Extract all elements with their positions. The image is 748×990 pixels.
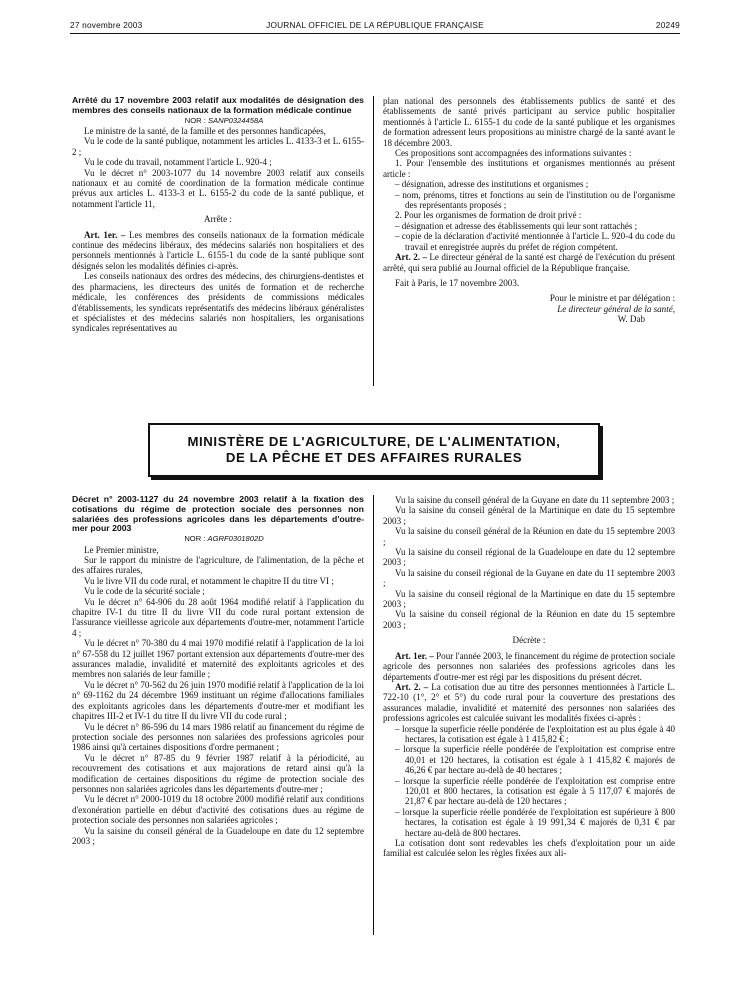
arrete-left-column bbox=[72, 96, 364, 334]
arrete-list-sub: – nom, prénoms, titres et fonctions au sein de l'institution ou de l'organisme des représentants proposés ; bbox=[395, 189, 675, 211]
arrete-title: Arrêté du 17 novembre 2003 relatif aux modalités de désignation des membres des conseils nationaux de la formation médicale continue bbox=[72, 95, 364, 115]
header-rule bbox=[70, 33, 680, 34]
decret-para: Vu le décret n° 87-85 du 9 février 1987 relatif à la périodicité, au recouvrement des cotisations et aux majorations de retard ainsi qu'à la modification de certaines dispositions du régime de protection sociale des personnes non salariées agricoles dans les départements d'outre-mer ; bbox=[72, 752, 364, 794]
decret-para: Vu le décret n° 86-596 du 14 mars 1986 relatif au financement du régime de protection sociale des personnes non salariées des professions agricoles pour 1986 ainsi qu'à certaines dispositions d'ordre permanent ; bbox=[72, 721, 364, 753]
decret-para: Vu la saisine du conseil régional de la Martinique en date du 15 septembre 2003 ; bbox=[383, 588, 675, 610]
header-journal-title: JOURNAL OFFICIEL DE LA RÉPUBLIQUE FRANÇAISE bbox=[266, 20, 484, 30]
decret-para: Vu le code de la sécurité sociale ; bbox=[84, 586, 205, 597]
arrete-list-sub: – désignation et adresse des établissements qui leur sont rattachés ; bbox=[395, 220, 638, 231]
decret-right-column bbox=[383, 495, 675, 859]
decret-para: Sur le rapport du ministre de l'agriculture, de l'alimentation, de la pêche et des affaires rurales, bbox=[72, 555, 364, 576]
decret-bullet: – lorsque la superficie réelle pondérée de l'exploitation est supérieure à 800 hectares, la cotisation est égale à 19 991,34 € majorés de 0,31 € par hectare au-delà de 800 hectares. bbox=[395, 806, 675, 838]
decret-para: Vu la saisine du conseil général de la Martinique en date du 15 septembre 2003 ; bbox=[383, 505, 675, 526]
arrete-article-2: Art. 2. – Le directeur général de la santé est chargé de l'exécution du présent arrêté, qui sera publié au Journal officiel de la République française. bbox=[383, 252, 676, 273]
decret-left-column bbox=[72, 495, 364, 846]
column-divider bbox=[373, 96, 374, 386]
decret-title: Décret n° 2003-1127 du 24 novembre 2003 relatif à la fixation des cotisations du régime de protection sociale des personnes non salariées des professions agricoles dans les départements d'outre-mer pour 2003 bbox=[72, 494, 364, 534]
signature-line-1: Pour le ministre et par délégation : bbox=[549, 293, 675, 304]
arrete-nor: NOR : SANP0324458A bbox=[184, 115, 264, 125]
signature-line-2: Le directeur général de la santé, bbox=[557, 303, 675, 314]
arrete-article-1-para: Les conseils nationaux des ordres des médecins, des chirurgiens-dentistes et des pharmaciens, les directeurs des unités de formation et de recherche médicale, les conférences des présidents de commissions médicales d'établissements, les syndicats représentatifs des médecins libéraux généralistes et spécialistes et des médecins salariés non hospitaliers, les organisations syndicales représentatives au bbox=[72, 271, 364, 334]
decret-para: Le Premier ministre, bbox=[84, 544, 159, 555]
decret-para: Vu la saisine du conseil général de la Guyane en date du 11 septembre 2003 ; bbox=[395, 495, 675, 505]
decret-para: Vu la saisine du conseil régional de la Guadeloupe en date du 12 septembre 2003 ; bbox=[383, 547, 675, 568]
header-page-number: 20249 bbox=[655, 20, 680, 30]
ministry-line-2: DE LA PÊCHE ET DES AFFAIRES RURALES bbox=[225, 450, 523, 465]
signature-name: W. Dab bbox=[617, 314, 645, 325]
header-date: 27 novembre 2003 bbox=[70, 20, 143, 30]
column-divider bbox=[373, 495, 374, 935]
arrete-para: Ces propositions sont accompagnées des informations suivantes : bbox=[395, 148, 632, 159]
decret-para: Vu le décret n° 70-380 du 4 mai 1970 modifié relatif à l'application de la loi n° 67-558 du 12 juillet 1967 portant extension aux départements d'outre-mer des assurances maladie, invalidité et maternité des exploitants agricoles et des membres non salariés de leur famille ; bbox=[72, 638, 364, 680]
arrete-para: Vu le code du travail, notamment l'article L. 920-4 ; bbox=[84, 157, 272, 168]
arrete-right-column bbox=[383, 96, 675, 325]
arrete-para: Vu le code de la santé publique, notamment les articles L. 4133-3 et L. 6155-2 ; bbox=[72, 136, 364, 157]
arrete-list-item: 2. Pour les organismes de formation de droit privé : bbox=[395, 210, 582, 221]
decret-para: Vu la saisine du conseil régional de la Guyane en date du 11 septembre 2003 ; bbox=[383, 567, 675, 589]
arrete-list-item: 1. Pour l'ensemble des institutions et organismes mentionnés au présent article : bbox=[383, 158, 675, 179]
decrete-word: Décrète : bbox=[512, 635, 546, 646]
decret-para: Vu la saisine du conseil général de la Réunion en date du 15 septembre 2003 ; bbox=[383, 526, 675, 547]
decret-para: Vu le décret n° 64-906 du 28 août 1964 modifié relatif à l'application du chapitre IV-1 du titre II du livre VII du code rural portant extension de l'assurance vieillesse agricole aux départements d'outre-mer, notamment l'article 4 ; bbox=[72, 596, 364, 638]
arrete-list-sub: – désignation, adresse des institutions et organismes ; bbox=[395, 179, 589, 190]
decret-article-2: Art. 2. – La cotisation due au titre des personnes mentionnées à l'article L. 722-10 (1°, 2° et 5°) du code rural pour la couverture des prestations des assurances maladie, invalidité et maternité des personnes non salariées des professions agricoles est calculée suivant les modalités fixées ci-après : bbox=[383, 681, 676, 724]
decret-para: La cotisation dont sont redevables les chefs d'exploitation pour un aide familial est calculée selon les règles fixées aux ali- bbox=[383, 838, 675, 859]
decret-bullet: – lorsque la superficie réelle pondérée de l'exploitation est comprise entre 120,01 et 800 hectares, la cotisation est égale à 5 117,07 € majorés de 21,87 € par hectare au-delà de 120 hectares ; bbox=[395, 775, 675, 807]
decret-bullet: – lorsque la superficie réelle pondérée de l'exploitation est comprise entre 40,01 et 120 hectares, la cotisation est égale à 1 415,82 € majorés de 46,26 € par hectare au-delà de 40 hectares ; bbox=[395, 744, 675, 776]
arrete-word: Arrête : bbox=[204, 214, 232, 225]
decret-para: Vu le décret n° 70-562 du 26 juin 1970 modifié relatif à l'application de la loi n° 69-1162 du 24 décembre 1969 instituant un régime d'allocations familiales des exploitants agricoles dans les départements d'outre-mer et modifiant les chapitres III-2 et IV-1 du titre II du livre VII du code rural ; bbox=[72, 679, 364, 722]
decret-bullet: – lorsque la superficie réelle pondérée de l'exploitation est au plus égale à 40 hectares, la cotisation est égale à 1 415,82 € ; bbox=[395, 723, 675, 744]
decret-para: Vu le livre VII du code rural, et notamment le chapitre II du titre VI ; bbox=[84, 575, 334, 586]
ministry-heading-box bbox=[148, 423, 600, 477]
decret-article-1: Art. 1er. – Pour l'année 2003, le financement du régime de protection sociale agricole des personnes non salariées des professions agricoles dans les départements d'outre-mer est régi par les dispositions du présent décret. bbox=[383, 650, 675, 682]
arrete-article-1: Art. 1er. – Les membres des conseils nationaux de la formation médicale continue des médecins libéraux, des médecins salariés non hospitaliers et des personnels mentionnés à l'article L. 6155-1 du code de la santé publique sont désignés selon les modalités définies ci-après. bbox=[72, 229, 364, 271]
arrete-list-sub: – copie de la déclaration d'activité mentionnée à l'article L. 920-4 du code du travail et enregistrée auprès du préfet de région compétent. bbox=[395, 231, 675, 252]
decret-para: Vu la saisine du conseil général de la Guadeloupe en date du 12 septembre 2003 ; bbox=[72, 825, 364, 846]
arrete-para: plan national des personnels des établissements publics de santé et des établissements de santé privés participant au service public hospitalier mentionnés à l'article L. 6155-1 du code de la santé publique et les organismes de formation adressent leurs propositions au ministre chargé de la santé avant le 18 décembre 2003. bbox=[383, 96, 675, 148]
arrete-para: Vu le décret n° 2003-1077 du 14 novembre 2003 relatif aux conseils nationaux et au comité de coordination de la formation médicale continue prévus aux articles L. 4133-3 et L. 6155-2 du code de la santé publique, et notamment l'article 11, bbox=[72, 167, 364, 209]
arrete-fait: Fait à Paris, le 17 novembre 2003. bbox=[395, 277, 520, 288]
decret-para: Vu le décret n° 2000-1019 du 18 octobre 2000 modifié relatif aux conditions d'exonération partielle en début d'activité des cotisations dues au régime de protection sociale des personnes non salariées agricoles ; bbox=[72, 794, 364, 826]
decret-para: Vu la saisine du conseil régional de la Réunion en date du 15 septembre 2003 ; bbox=[383, 609, 675, 630]
decret-nor: NOR : AGRF0301802D bbox=[184, 534, 264, 544]
ministry-line-1: MINISTÈRE DE L'AGRICULTURE, DE L'ALIMENTATION, bbox=[187, 434, 561, 449]
arrete-para: Le ministre de la santé, de la famille et des personnes handicapées, bbox=[84, 126, 326, 136]
